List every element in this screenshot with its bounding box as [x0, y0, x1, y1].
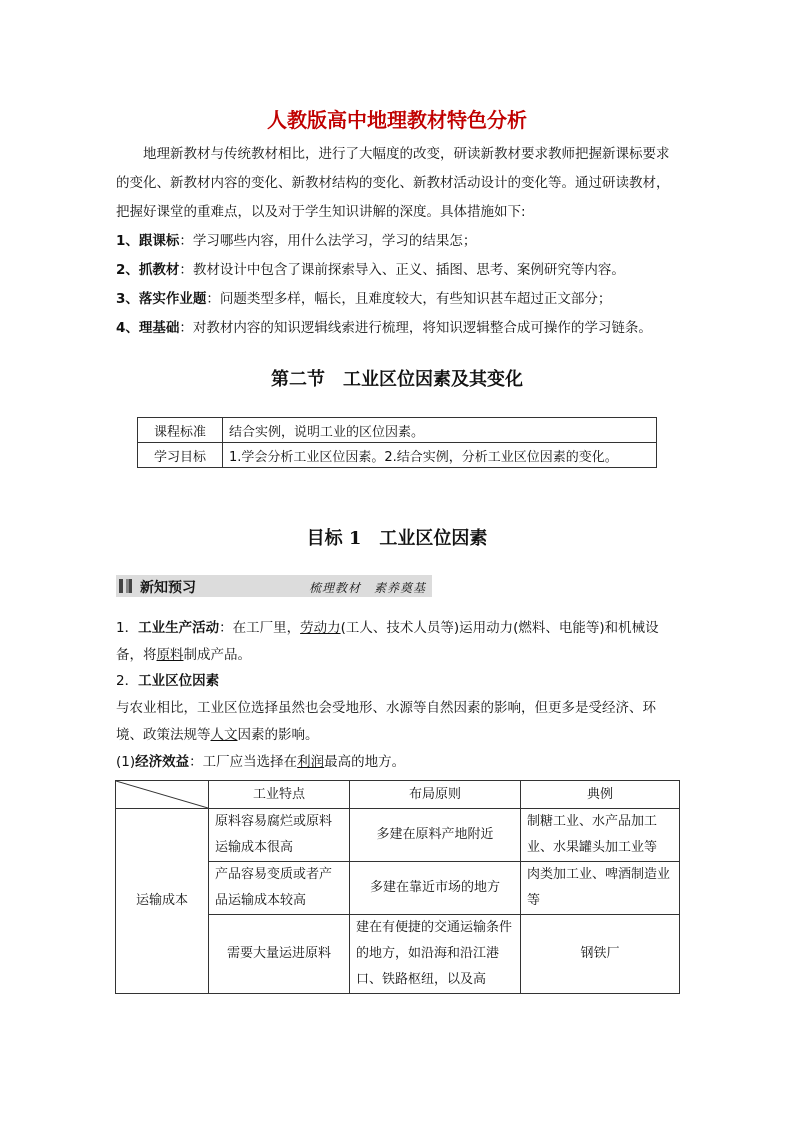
- item-text: 因素的影响。: [237, 727, 319, 743]
- measure-number: 1、: [116, 233, 139, 249]
- bar-marker-icon: [119, 579, 132, 593]
- measure-item-1: [116, 231, 682, 251]
- item-text: 与农业相比，工业区位选择虽然也会受地形、水源等自然因素的影响，但更多是受经济、环: [116, 700, 656, 716]
- cell-feature: 原料容易腐烂或原料运输成本很高: [209, 809, 350, 862]
- item-text: 最高的地方。: [324, 754, 406, 770]
- measure-text: ：问题类型多样，幅长，且难度较大，有些知识甚车超过正文部分；: [206, 291, 612, 307]
- underlined-answer: 劳动力: [300, 620, 341, 636]
- item-2-text: [116, 695, 682, 749]
- standard-label: 学习目标: [138, 443, 223, 468]
- standard-value: 结合实例，说明工业的区位因素。: [223, 418, 657, 443]
- intro-paragraph: 地理新教材与传统教材相比，进行了大幅度的改变，研读新教材要求教师把握新课标要求的变化、新教材内容的变化、新教材结构的变化、新教材活动设计的变化等。通过研读教材，把握好课堂的重难点，以及对于学生知识讲解的深度。具体措施如下:: [116, 146, 670, 220]
- item-key: 工业生产活动: [138, 620, 220, 636]
- goal-title: 目标 1 工业区位因素: [306, 528, 488, 549]
- diagonal-line: [116, 781, 208, 808]
- item-text: (工人、技术人员等)运用动力(燃料、电能等)和机械设: [340, 620, 659, 636]
- item-key: 工业区位因素: [138, 673, 220, 689]
- header-principle: 布局原则: [350, 781, 521, 809]
- cell-principle: 多建在靠近市场的地方: [350, 862, 521, 915]
- standard-label: 课程标准: [138, 418, 223, 443]
- item-number: 2．: [116, 673, 139, 689]
- cell-example: 制糖工业、水产品加工业、水果罐头加工业等: [521, 809, 680, 862]
- cell-feature: 需要大量运进原料: [209, 915, 350, 994]
- table-row: [116, 809, 680, 862]
- measure-item-4: [116, 318, 682, 338]
- item-number: 1．: [116, 620, 139, 636]
- measure-key: 抓教材: [138, 262, 180, 278]
- standards-table: [137, 417, 657, 468]
- item-3: [116, 752, 682, 772]
- underlined-answer: 原料: [156, 647, 184, 663]
- document-title: 人教版高中地理教材特色分析: [267, 108, 527, 132]
- measure-text: ：学习哪些内容，用什么法学习，学习的结果怎；: [179, 233, 477, 249]
- item-2: [116, 671, 682, 691]
- item-key: 经济效益: [135, 754, 190, 770]
- measure-text: ：对教材内容的知识逻辑线索进行梳理，将知识逻辑整合成可操作的学习链条。: [179, 320, 652, 336]
- measure-number: 4、: [116, 320, 139, 336]
- table-row: [138, 418, 657, 443]
- item-text: ：工厂应当选择在: [189, 754, 298, 770]
- cell-example: 肉类加工业、啤酒制造业等: [521, 862, 680, 915]
- measure-key: 落实作业题: [138, 291, 207, 307]
- cell-example: 钢铁厂: [521, 915, 680, 994]
- cell-principle: 多建在原料产地附近: [350, 809, 521, 862]
- row-group-label: 运输成本: [116, 809, 209, 994]
- measure-text: ：教材设计中包含了课前探索导入、正义、插图、思考、案例研究等内容。: [179, 262, 625, 278]
- banner-subtitle: 梳理教材 素养奠基: [308, 581, 426, 595]
- item-1: [116, 615, 682, 669]
- table-header-row: [116, 781, 680, 809]
- measure-key: 理基础: [138, 320, 180, 336]
- cell-principle: 建在有便捷的交通运输条件的地方，如沿海和沿江港口、铁路枢纽，以及高: [350, 915, 521, 994]
- diagonal-header-cell: [116, 781, 209, 809]
- banner-title: 新知预习: [140, 580, 196, 596]
- preview-banner: [116, 575, 432, 597]
- item-text: ：在工厂里，: [219, 620, 301, 636]
- standard-value: 1.学会分析工业区位因素。2.结合实例，分析工业区位因素的变化。: [223, 443, 657, 468]
- cell-feature: 产品容易变质或者产品运输成本较高: [209, 862, 350, 915]
- item-text: 境、政策法规等: [116, 727, 211, 743]
- measure-item-3: [116, 289, 682, 309]
- header-feature: 工业特点: [209, 781, 350, 809]
- section-title: 第二节 工业区位因素及其变化: [271, 369, 523, 390]
- measure-number: 3、: [116, 291, 139, 307]
- item-text: 备，将: [116, 647, 157, 663]
- measure-key: 跟课标: [138, 233, 180, 249]
- underlined-answer: 利润: [297, 754, 325, 770]
- measure-item-2: [116, 260, 682, 280]
- table-row: [138, 443, 657, 468]
- measure-number: 2、: [116, 262, 139, 278]
- item-text: 制成产品。: [183, 647, 251, 663]
- industry-location-table: [115, 780, 680, 994]
- header-example: 典例: [521, 781, 680, 809]
- underlined-answer: 人文: [210, 727, 238, 743]
- item-number: (1): [116, 754, 136, 770]
